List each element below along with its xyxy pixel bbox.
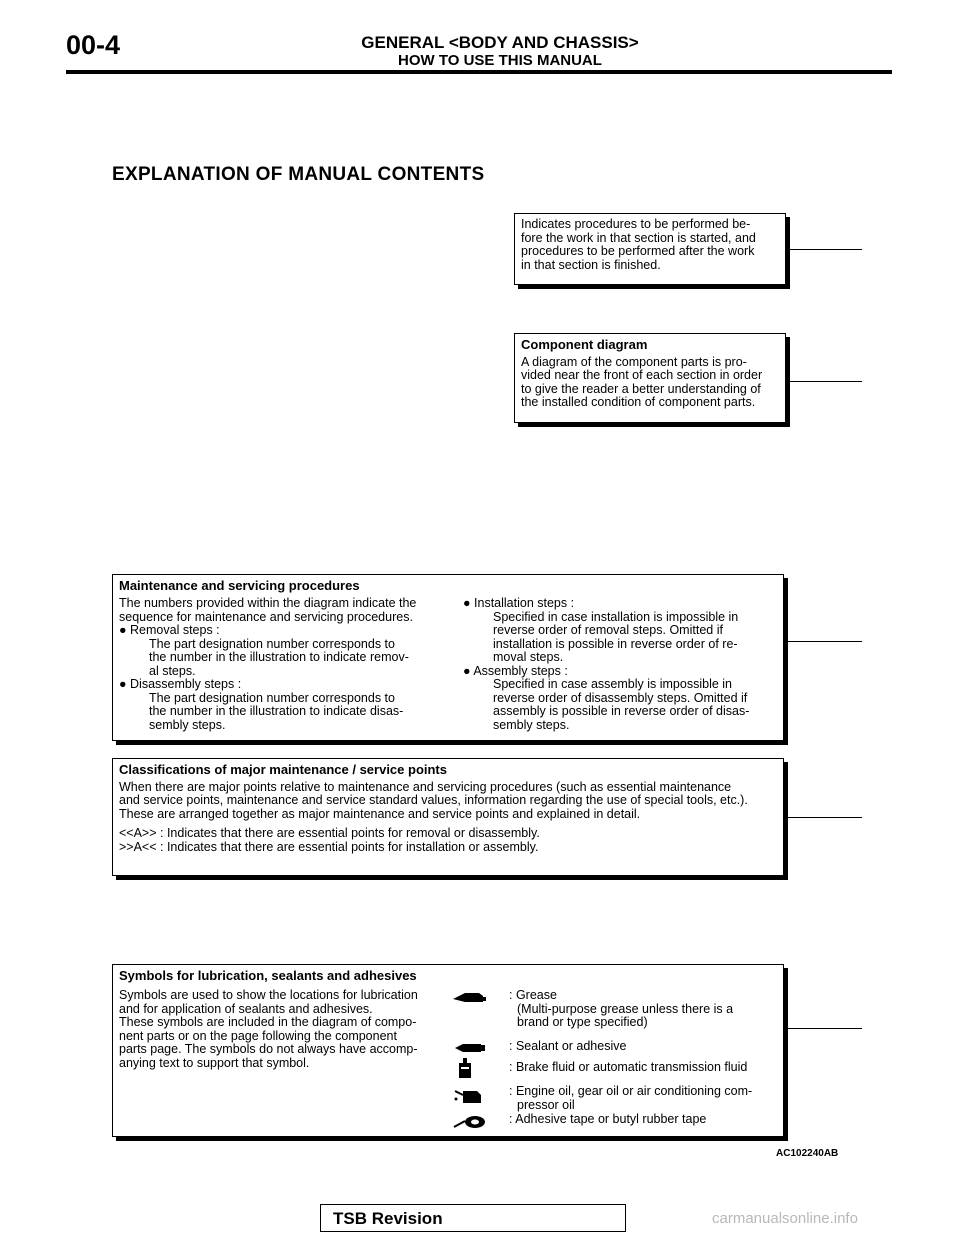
callout-title: Classifications of major maintenance / service points xyxy=(119,762,447,777)
text-line: ● Assembly steps : xyxy=(463,663,568,678)
leader-line xyxy=(786,817,862,818)
symbol-row-engine-oil xyxy=(451,1085,781,1115)
text-line: anying text to support that symbol. xyxy=(119,1055,310,1070)
section-heading: EXPLANATION OF MANUAL CONTENTS xyxy=(112,164,485,185)
leader-line xyxy=(786,249,862,250)
text-line: sembly steps. xyxy=(149,717,226,732)
text-line: The numbers provided within the diagram indicate the xyxy=(119,596,417,610)
oil-can-icon xyxy=(451,1085,487,1105)
text-line: sequence for maintenance and servicing procedures. xyxy=(119,609,413,624)
text-line: Specified in case assembly is impossible in xyxy=(493,677,732,691)
text-line: Symbols are used to show the locations for lubrication xyxy=(119,988,418,1002)
text-line: reverse order of disassembly steps. Omitted if xyxy=(493,690,748,705)
symbol-note: (Multi-purpose grease unless there is a xyxy=(517,1001,734,1016)
text-line: ● Removal steps : xyxy=(119,623,220,637)
maintenance-left-column xyxy=(119,597,449,732)
watermark: carmanualsonline.info xyxy=(712,1210,858,1227)
symbol-row-grease xyxy=(451,989,781,1029)
text-line: parts page. The symbols do not always have accomp- xyxy=(119,1042,418,1056)
callout-line: A diagram of the component parts is pro- xyxy=(521,354,747,369)
text-line: the number in the illustration to indicate remov- xyxy=(149,650,409,664)
symbol-text: : Grease xyxy=(509,988,557,1002)
text-line: sembly steps. xyxy=(493,717,570,732)
symbol-note: brand or type specified) xyxy=(517,1015,648,1029)
callout-line: to give the reader a better understanding of xyxy=(521,381,761,396)
callout-symbols xyxy=(112,964,784,1137)
callout-line: vided near the front of each section in order xyxy=(521,368,763,382)
symbol-label xyxy=(509,989,779,1030)
callout-title: Maintenance and servicing procedures xyxy=(119,578,360,593)
symbols-description xyxy=(119,989,441,1070)
callout-line: fore the work in that section is started, and xyxy=(521,230,756,245)
symbol-row-tape xyxy=(451,1113,781,1131)
tsb-revision-box xyxy=(320,1204,626,1232)
text-line: moval steps. xyxy=(493,650,564,664)
grease-gun-icon xyxy=(451,989,487,1005)
callout-line: procedures to be performed after the work xyxy=(521,244,755,258)
callout-maintenance-procedures xyxy=(112,574,784,741)
text-line: When there are major points relative to maintenance and servicing procedures (such as essential maintenance xyxy=(119,779,732,794)
text-line: assembly is possible in reverse order of disas- xyxy=(493,704,750,718)
text-line: al steps. xyxy=(149,663,196,678)
brake-fluid-bottle-icon xyxy=(451,1057,487,1079)
page-number: 00-4 xyxy=(66,30,121,60)
callout-component-diagram xyxy=(514,333,786,423)
text-line: installation is possible in reverse order of re- xyxy=(493,636,738,651)
text-line: ● Disassembly steps : xyxy=(119,677,242,691)
tsb-revision-label: TSB Revision xyxy=(333,1209,443,1228)
sealant-tube-icon xyxy=(451,1040,487,1056)
text-line: reverse order of removal steps. Omitted if xyxy=(493,623,723,637)
figure-id: AC102240AB xyxy=(776,1148,839,1159)
text-line: and service points, maintenance and service standard values, information regarding the use of special tools, etc.). xyxy=(119,793,748,807)
text-line: ● Installation steps : xyxy=(463,596,575,610)
callout-title: Symbols for lubrication, sealants and adhesives xyxy=(119,968,417,983)
text-line: These are arranged together as major maintenance and service points and explained in detail. xyxy=(119,806,641,821)
text-line: and for application of sealants and adhesives. xyxy=(119,1001,373,1016)
text-line: nent parts or on the page following the component xyxy=(119,1028,397,1043)
header-title: GENERAL <BODY AND CHASSIS> xyxy=(361,33,639,52)
symbol-text: : Brake fluid or automatic transmission fluid xyxy=(509,1060,748,1074)
leader-line xyxy=(786,641,862,642)
header-subtitle: HOW TO USE THIS MANUAL xyxy=(398,52,602,69)
callout-title: Component diagram xyxy=(521,337,648,352)
text-line: the number in the illustration to indicate disas- xyxy=(149,704,404,718)
symbol-note: pressor oil xyxy=(517,1097,575,1112)
installation-point-line: >>A<< : Indicates that there are essential points for installation or assembly. xyxy=(119,839,539,854)
callout-line: in that section is finished. xyxy=(521,257,661,272)
callout-line: the installed condition of component parts. xyxy=(521,395,756,409)
header-rule xyxy=(66,70,892,74)
symbol-text: : Engine oil, gear oil or air conditioning com- xyxy=(509,1084,753,1098)
symbol-text: : Adhesive tape or butyl rubber tape xyxy=(509,1112,707,1126)
text-line: Specified in case installation is impossible in xyxy=(493,609,739,624)
symbol-row-brake-fluid xyxy=(451,1057,781,1079)
tape-roll-icon xyxy=(451,1113,487,1131)
leader-line xyxy=(786,1028,862,1029)
symbol-label xyxy=(509,1085,779,1112)
text-line: These symbols are included in the diagram of compo- xyxy=(119,1015,417,1029)
callout-classifications xyxy=(112,758,784,876)
symbol-row-sealant xyxy=(451,1040,781,1056)
text-line: The part designation number corresponds to xyxy=(149,690,395,705)
removal-point-line: <<A>> : Indicates that there are essential points for removal or disassembly. xyxy=(119,826,540,840)
callout-line: Indicates procedures to be performed be- xyxy=(521,217,751,231)
leader-line xyxy=(786,381,862,382)
symbol-text: : Sealant or adhesive xyxy=(509,1039,627,1053)
maintenance-right-column xyxy=(463,597,781,732)
text-line: The part designation number corresponds to xyxy=(149,636,395,651)
callout-pre-post-procedures xyxy=(514,213,786,285)
